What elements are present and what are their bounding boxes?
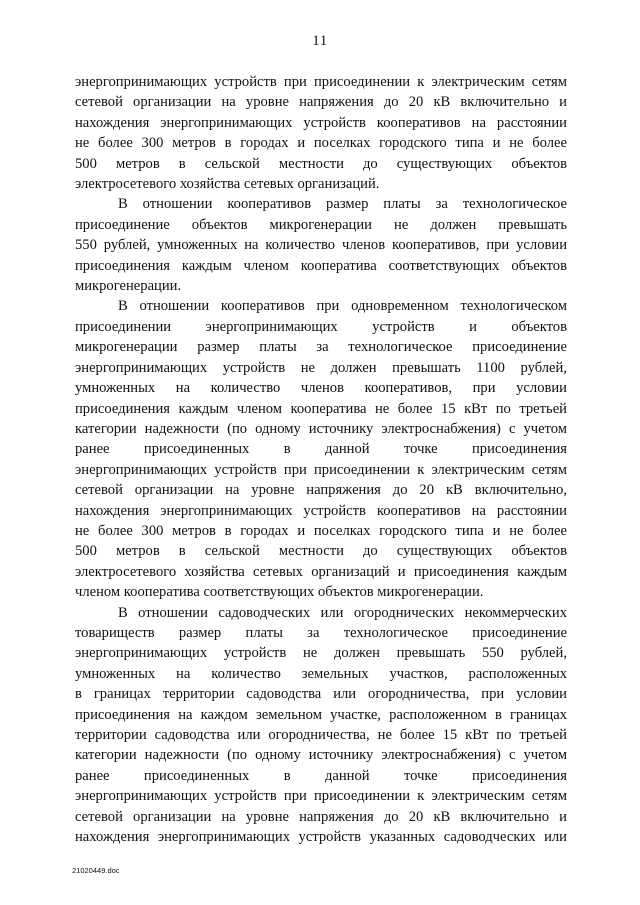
text-line: энергопринимающих устройств при присоединении к электрическим сетям <box>75 461 567 478</box>
text-line: энергопринимающих устройств при присоединении к электрическим сетям <box>75 788 567 805</box>
text-line: микрогенерации. <box>75 278 182 295</box>
text-line: категории надежности (по одному источнику электроснабжения) с учетом <box>75 420 567 437</box>
text-line: электросетевого хозяйства сетевых организаций и присоединения каждым <box>75 563 567 580</box>
text-line: 550 рублей, умноженных на количество членов кооперативов, при условии <box>75 237 567 254</box>
text-line: присоединении энергопринимающих устройств и объектов <box>75 318 567 335</box>
paragraph <box>75 603 567 848</box>
text-line: нахождения энергопринимающих устройств кооперативов на расстоянии <box>75 502 567 519</box>
text-line: присоединения на каждом земельном участке, расположенном в границах <box>75 706 567 723</box>
text-line: в границах территории садоводства или огородничества, при условии <box>75 686 567 703</box>
text-line: В отношении кооперативов размер платы за технологическое <box>118 196 567 213</box>
document-file-code: 21020449.doc <box>72 866 120 875</box>
page-number: 11 <box>312 33 328 49</box>
text-line: присоединения каждым членом кооператива соответствующих объектов <box>75 257 567 274</box>
text-line: микрогенерации размер платы за технологическое присоединение <box>75 339 567 356</box>
text-line: умноженных на количество земельных участков, расположенных <box>75 665 567 682</box>
text-line: электросетевого хозяйства сетевых организаций. <box>75 176 380 193</box>
text-line: энергопринимающих устройств не должен превышать 1100 рублей, <box>75 359 567 376</box>
paragraph <box>75 194 567 296</box>
text-line: сетевой организации на уровне напряжения до 20 кВ включительно и <box>75 94 567 111</box>
text-line: В отношении кооперативов при одновременном технологическом <box>118 298 567 315</box>
paragraph <box>75 296 567 602</box>
text-line: умноженных на количество членов кооперативов, при условии <box>75 380 567 397</box>
text-line: не более 300 метров в городах и поселках городского типа и не более <box>75 522 567 539</box>
text-line: энергопринимающих устройств при присоединении к электрическим сетям <box>75 74 567 90</box>
document-body <box>75 72 567 847</box>
text-line: ранее присоединенных в данной точке присоединения <box>75 767 567 784</box>
text-line: нахождения энергопринимающих устройств указанных садоводческих или <box>75 829 567 846</box>
paragraph <box>75 72 567 194</box>
text-line: нахождения энергопринимающих устройств кооперативов на расстоянии <box>75 114 567 131</box>
text-line: 500 метров в сельской местности до существующих объектов <box>75 155 567 172</box>
text-line: присоединения каждым членом кооператива не более 15 кВт по третьей <box>75 400 567 417</box>
text-line: сетевой организации на уровне напряжения до 20 кВ включительно и <box>75 808 567 825</box>
text-line: категории надежности (по одному источнику электроснабжения) с учетом <box>75 747 567 764</box>
text-line: присоединение объектов микрогенерации не должен превышать <box>75 216 567 233</box>
text-line: территории садоводства или огородничества, не более 15 кВт по третьей <box>75 727 567 743</box>
text-line: сетевой организации на уровне напряжения до 20 кВ включительно, <box>75 482 567 499</box>
text-line: В отношении садоводческих или огороднических некоммерческих <box>118 604 567 621</box>
text-line: членом кооператива соответствующих объектов микрогенерации. <box>75 584 484 601</box>
text-line: не более 300 метров в городах и поселках городского типа и не более <box>75 135 567 152</box>
text-line: 500 метров в сельской местности до существующих объектов <box>75 543 567 560</box>
text-line: товариществ размер платы за технологическое присоединение <box>75 624 567 641</box>
text-line: энергопринимающих устройств не должен превышать 550 рублей, <box>75 645 567 662</box>
text-line: ранее присоединенных в данной точке присоединения <box>75 441 567 458</box>
